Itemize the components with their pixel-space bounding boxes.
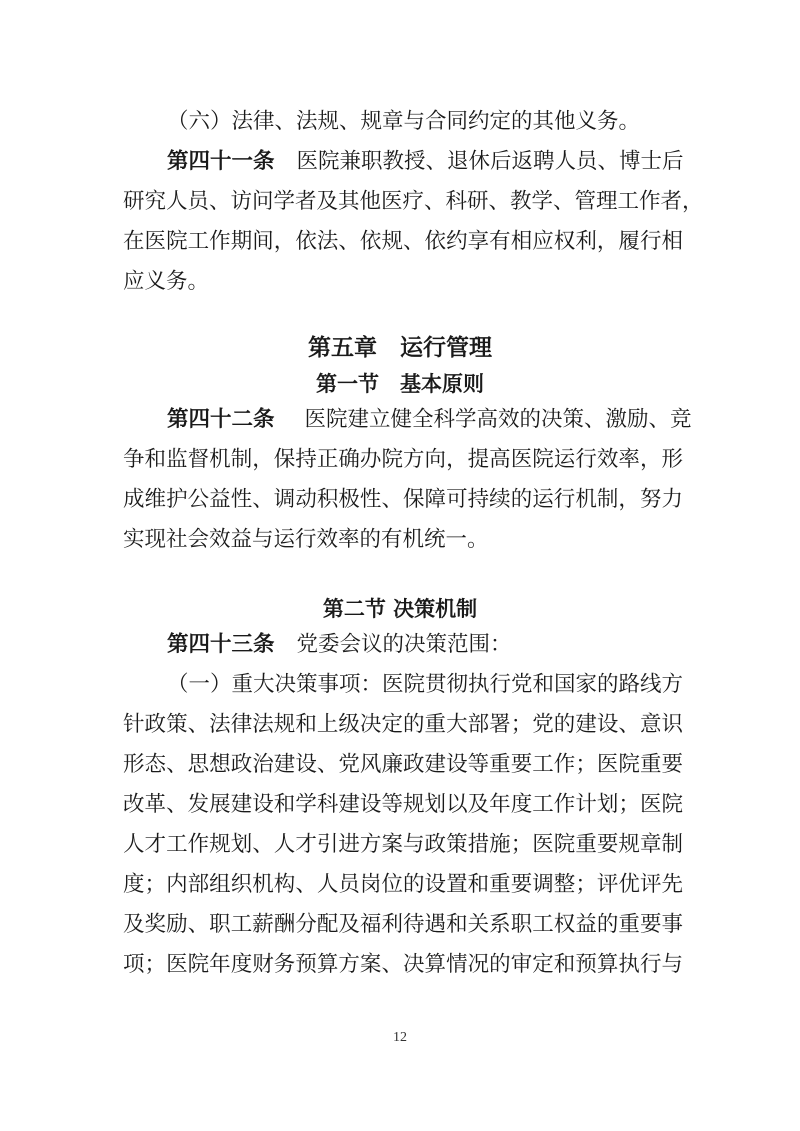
- item-1-line-8: 项；医院年度财务预算方案、决算情况的审定和预算执行与: [123, 952, 683, 977]
- obligation-item-6: （六）法律、法规、规章与合同约定的其他义务。: [167, 109, 641, 134]
- article-41-line-2: 研究人员、访问学者及其他医疗、科研、教学、管理工作者，: [123, 189, 704, 214]
- item-1-line-2: 针政策、法律法规和上级决定的重大部署；党的建设、意识: [123, 712, 683, 737]
- article-42-line-2: 争和监督机制，保持正确办院方向，提高医院运行效率，形: [123, 447, 683, 472]
- article-43-line-1: [167, 630, 683, 660]
- article-41-text-1: 医院兼职教授、退休后返聘人员、博士后: [296, 149, 684, 174]
- section-2-title: 第二节 决策机制: [322, 597, 478, 621]
- article-43-label: 第四十三条: [167, 632, 275, 657]
- article-41-label: 第四十一条: [167, 149, 275, 174]
- article-43-text-1: 党委会议的决策范围：: [296, 632, 512, 657]
- article-41-line-1: [167, 147, 683, 177]
- page-number: 12: [393, 1030, 407, 1045]
- article-42-text-1: 医院建立健全科学高效的决策、激励、竞: [304, 407, 692, 432]
- item-1-line-6: 度；内部组织机构、人员岗位的设置和重要调整；评优评先: [123, 872, 683, 897]
- chapter-5-title: 第五章 运行管理: [308, 335, 492, 361]
- item-1-line-4: 改革、发展建设和学科建设等规划以及年度工作计划；医院: [123, 792, 683, 817]
- section-1-title: 第一节 基本原则: [316, 372, 484, 396]
- item-1-line-1: （一）重大决策事项：医院贯彻执行党和国家的路线方: [167, 672, 684, 697]
- article-42-line-1: [167, 405, 692, 435]
- article-42-line-3: 成维护公益性、调动积极性、保障可持续的运行机制，努力: [123, 487, 683, 512]
- article-42-label: 第四十二条: [167, 407, 275, 432]
- article-42-line-4: 实现社会效益与运行效率的有机统一。: [123, 527, 489, 552]
- item-1-line-7: 及奖励、职工薪酬分配及福利待遇和关系职工权益的重要事: [123, 912, 683, 937]
- article-41-line-3: 在医院工作期间，依法、依规、依约享有相应权利，履行相: [123, 229, 683, 254]
- item-1-line-3: 形态、思想政治建设、党风廉政建设等重要工作；医院重要: [123, 752, 683, 777]
- item-1-line-5: 人才工作规划、人才引进方案与政策措施；医院重要规章制: [123, 832, 683, 857]
- article-41-line-4: 应义务。: [123, 269, 210, 294]
